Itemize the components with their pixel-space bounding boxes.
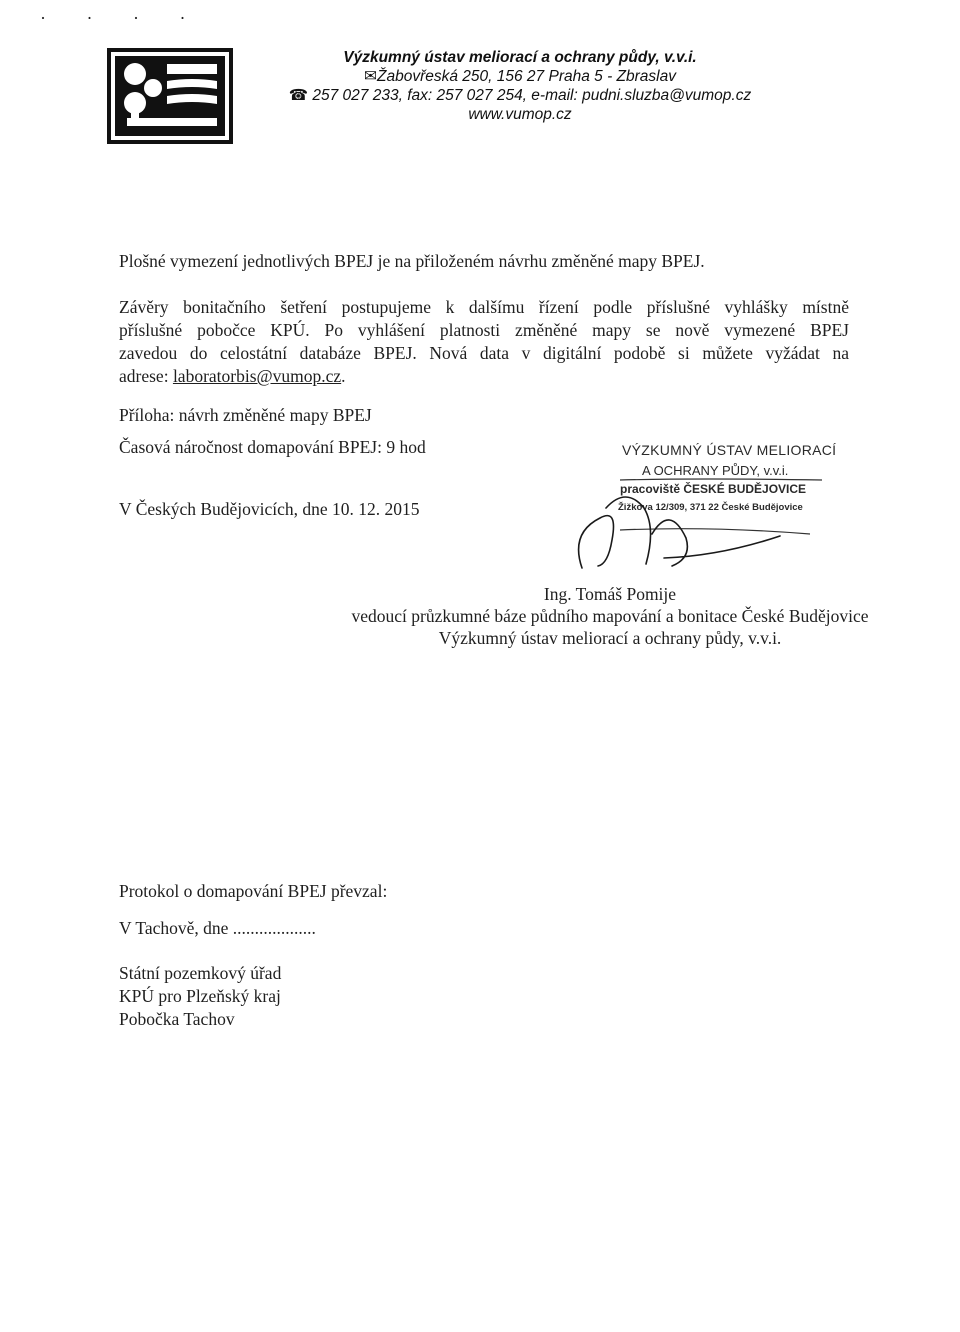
stamp-line-3: pracoviště ČESKÉ BUDĚJOVICE bbox=[620, 482, 807, 496]
org-contact-line bbox=[260, 86, 780, 105]
signatory-block bbox=[260, 583, 960, 649]
envelope-icon: ✉ bbox=[364, 68, 377, 85]
paragraph-line: zavedou do celostátní databáze BPEJ. Nová data v digitální podobě si můžete vyžádat na bbox=[119, 343, 849, 363]
address-prefix: adrese: bbox=[119, 366, 173, 386]
signatory-name: Ing. Tomáš Pomije bbox=[543, 584, 677, 604]
protocol-office-1: Státní pozemkový úřad bbox=[119, 963, 282, 983]
place-date: V Českých Budějovicích, dne 10. 12. 2015 bbox=[119, 499, 420, 519]
protocol-place: V Tachově, dne ................... bbox=[119, 918, 316, 938]
email-link[interactable]: laboratorbis@vumop.cz bbox=[172, 366, 342, 386]
attachment-note: Příloha: návrh změněné mapy BPEJ bbox=[119, 405, 372, 425]
stamp-underline-stroke bbox=[620, 529, 810, 534]
paragraph-line: Závěry bonitačního šetření postupujeme k dalšímu řízení podle příslušné vyhlášky místně bbox=[119, 297, 849, 317]
address-suffix: . bbox=[341, 366, 346, 386]
scan-specks: · · · · bbox=[40, 8, 204, 28]
protocol-received: Protokol o domapování BPEJ převzal: bbox=[119, 881, 388, 901]
spacer bbox=[119, 940, 619, 962]
paragraph-conclusions bbox=[119, 296, 849, 388]
protocol-block bbox=[119, 880, 619, 1031]
protocol-office-3: Pobočka Tachov bbox=[119, 1009, 235, 1029]
stamp-line-4: Žižkova 12/309, 371 22 České Budějovice bbox=[618, 502, 803, 513]
spacer bbox=[119, 903, 619, 917]
org-address: Žabovřeská 250, 156 27 Praha 5 - Zbraslav bbox=[377, 68, 676, 85]
org-web: www.vumop.cz bbox=[468, 106, 572, 123]
phone-icon: ☎ bbox=[288, 87, 309, 104]
time-effort: Časová náročnost domapování BPEJ: 9 hod bbox=[119, 437, 426, 457]
stamp-line-2: A OCHRANY PŮDY, v.v.i. bbox=[642, 463, 789, 478]
stamp-line-1: VÝZKUMNÝ ÚSTAV MELIORACÍ bbox=[622, 442, 837, 458]
letterhead bbox=[260, 48, 780, 124]
signatory-institute: Výzkumný ústav meliorací a ochrany půdy, v.v.i. bbox=[438, 628, 782, 648]
paragraph-line: příslušné pobočce KPÚ. Po vyhlášení platnosti změněné mapy se nově vymezené BPEJ bbox=[119, 320, 849, 340]
org-contact: 257 027 233, fax: 257 027 254, e-mail: pudni.sluzba@vumop.cz bbox=[312, 87, 752, 104]
org-name: Výzkumný ústav meliorací a ochrany půdy, v.v.i. bbox=[343, 49, 697, 66]
org-address-line bbox=[260, 67, 780, 86]
signatory-title: vedoucí průzkumné báze půdního mapování a bonitace České Budějovice bbox=[351, 606, 869, 626]
stamp-border-stroke bbox=[620, 479, 822, 480]
institute-logo bbox=[107, 48, 233, 144]
protocol-office-2: KPÚ pro Plzeňský kraj bbox=[119, 986, 281, 1006]
official-stamp bbox=[560, 438, 860, 578]
paragraph-line bbox=[119, 365, 849, 388]
paragraph-map-definition: Plošné vymezení jednotlivých BPEJ je na přiloženém návrhu změněné mapy BPEJ. bbox=[119, 251, 705, 271]
